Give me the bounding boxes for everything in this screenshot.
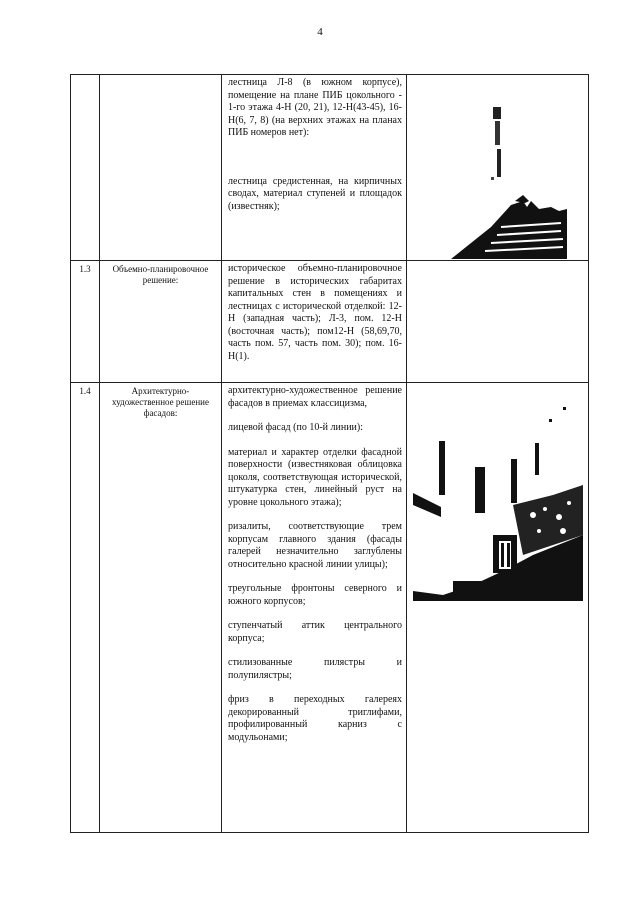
paragraph: стилизованные пилястры и полупилястры;: [228, 657, 402, 681]
staircase-photo: [431, 77, 567, 259]
row-number: 1.4: [71, 383, 100, 833]
paragraph: материал и характер отделки фасадной поверхности (известняковая облицовка цоколя, соответствующая исторической, штукатурка стен, линейный руст на уровне цокольного этажа);: [228, 446, 402, 508]
paragraph: треугольные фронтоны северного и южного корпусов;: [228, 583, 402, 607]
page-number: 4: [317, 26, 323, 38]
row-title: Архитектурно-художественное решение фасадов:: [100, 383, 222, 833]
row-number: 1.3: [71, 261, 100, 383]
paragraph: архитектурно-художественное решение фасадов в приемах классицизма,: [228, 385, 402, 409]
row-title: [100, 75, 222, 261]
photo-cell: [407, 383, 589, 833]
paragraph: ризалиты, соответствующие трем корпусам главного здания (фасады галерей незначительно заглублены относительно красной линии улицы);: [228, 521, 402, 570]
row-description: [222, 261, 407, 383]
row-number: [71, 75, 100, 261]
paragraph: фриз в переходных галереях декорированный триглифами, профилированный карниз с модульонами;: [228, 694, 402, 743]
table-row: [71, 75, 589, 261]
photo-cell: [407, 261, 589, 383]
table-row: [71, 261, 589, 383]
paragraph: лицевой фасад (по 10-й линии):: [228, 422, 364, 433]
paragraph: лестница средистенная, на кирпичных сводах, материал ступеней и площадок (известняк);: [228, 175, 402, 212]
row-title: Объемно-планировочное решение:: [100, 261, 222, 383]
photo-cell: [407, 75, 589, 261]
protection-subject-table: [70, 74, 589, 833]
paragraph: историческое объемно-планировочное решение в исторических габаритах капитальных стен в помещениях и лестницах с исторической отделкой: 12-Н (западная часть); Л-3, пом. 12-Н (восточная часть); пом12-Н (58,69,70, часть пом. 57, часть пом. 30); пом. 16-Н(1).: [228, 263, 402, 362]
facade-photo: [413, 385, 583, 601]
row-description: [222, 75, 407, 261]
table-row: [71, 383, 589, 833]
paragraph: лестница Л-8 (в южном корпусе), помещение на плане ПИБ цокольного - 1-го этажа 4-Н (20, 21), 12-Н(43-45), 16-Н(6, 7, 8) (на верхних этажах на планах ПИБ номеров нет):: [228, 77, 402, 138]
paragraph: ступенчатый аттик центрального корпуса;: [228, 620, 402, 644]
row-description: [222, 383, 407, 833]
